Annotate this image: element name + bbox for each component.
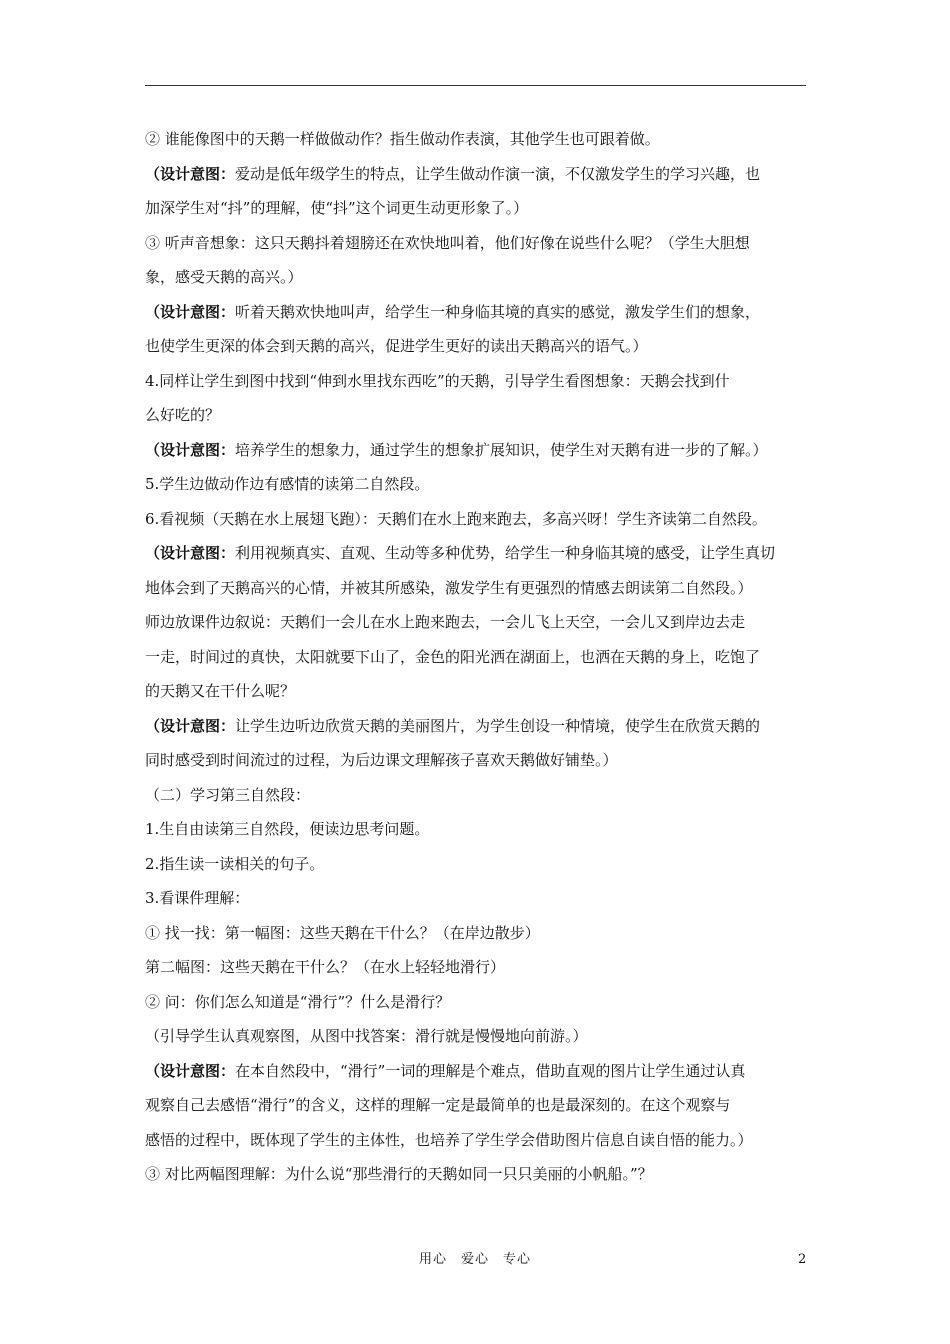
line-text: 加深学生对“抖”的理解，使“抖”这个词更生动更形象了。） bbox=[145, 199, 529, 217]
line-text: 爱动是低年级学生的特点，让学生做动作演一演，不仅激发学生的学习兴趣，也 bbox=[235, 164, 761, 183]
line-text: 3.看课件理解： bbox=[145, 889, 250, 907]
text-line bbox=[145, 398, 817, 433]
text-line bbox=[145, 709, 817, 744]
line-text: （引导学生认真观察图，从图中找答案：滑行就是慢慢地向前游。） bbox=[145, 1027, 588, 1045]
line-text: 在本自然段中，“滑行”一词的理解是个难点，借助直观的图片让学生通过认真 bbox=[235, 1061, 746, 1080]
text-line bbox=[145, 985, 817, 1020]
text-line bbox=[145, 260, 817, 295]
line-text: 5.学生边做动作边有感情的读第二自然段。 bbox=[145, 475, 430, 493]
page-number: 2 bbox=[798, 1252, 807, 1267]
text-line bbox=[145, 743, 817, 778]
line-text: 地体会到了天鹅高兴的心情，并被其所感染，激发学生有更强烈的情感去朗读第二自然段。） bbox=[145, 578, 753, 597]
line-text: 也使学生更深的体会到天鹅的高兴，促进学生更好的读出天鹅高兴的语气。） bbox=[145, 337, 648, 355]
text-line bbox=[145, 881, 817, 916]
line-text: 利用视频真实、直观、生动等多种优势，给学生一种身临其境的感受，让学生真切 bbox=[235, 544, 776, 562]
line-text: 培养学生的想象力，通过学生的想象扩展知识，使学生对天鹅有进一步的了解。） bbox=[235, 440, 768, 459]
line-text: 的天鹅又在干什么呢？ bbox=[145, 682, 296, 700]
line-text: 一走，时间过的真快，太阳就要下山了，金色的阳光洒在湖面上，也洒在天鹅的身上，吃饱了 bbox=[145, 647, 761, 666]
text-line bbox=[145, 1088, 817, 1123]
line-text: ③ 听声音想象：这只天鹅抖着翅膀还在欢快地叫着，他们好像在说些什么呢？（学生大胆想 bbox=[145, 233, 750, 252]
line-text: 感悟的过程中，既体现了学生的主体性，也培养了学生学会借助图片信息自读自悟的能力。） bbox=[145, 1130, 753, 1149]
text-line bbox=[145, 674, 817, 709]
line-text: ② 问：你们怎么知道是“滑行”？什么是滑行？ bbox=[145, 992, 451, 1011]
text-line bbox=[145, 433, 817, 468]
line-text: ③ 对比两幅图理解：为什么说“那些滑行的天鹅如同一只只美丽的小帆船。”？ bbox=[145, 1165, 653, 1183]
text-line bbox=[145, 812, 817, 847]
text-line bbox=[145, 950, 817, 985]
header-rule bbox=[145, 85, 806, 86]
document-body bbox=[145, 122, 817, 1192]
line-text: （二）学习第三自然段： bbox=[145, 785, 311, 804]
text-line bbox=[145, 329, 817, 364]
text-line bbox=[145, 778, 817, 813]
design-intent-label: （设计意图： bbox=[145, 716, 236, 735]
text-line bbox=[145, 226, 817, 261]
text-line bbox=[145, 467, 817, 502]
line-text: 让学生边听边欣赏天鹅的美丽图片，为学生创设一种情境，使学生在欣赏天鹅的 bbox=[235, 716, 761, 735]
text-line bbox=[145, 122, 817, 157]
text-line bbox=[145, 295, 817, 330]
text-line bbox=[145, 1123, 817, 1158]
design-intent-label: （设计意图： bbox=[145, 1061, 236, 1080]
text-line bbox=[145, 536, 817, 571]
line-text: 师边放课件边叙说：天鹅们一会儿在水上跑来跑去，一会儿飞上天空，一会儿又到岸边去走 bbox=[145, 613, 746, 631]
text-line bbox=[145, 571, 817, 606]
line-text: ① 找一找：第一幅图：这些天鹅在干什么？（在岸边散步） bbox=[145, 923, 540, 942]
text-line bbox=[145, 640, 817, 675]
line-text: 第二幅图：这些天鹅在干什么？（在水上轻轻地滑行） bbox=[145, 958, 506, 976]
text-line bbox=[145, 1054, 817, 1089]
line-text: ② 谁能像图中的天鹅一样做做动作？指生做动作表演，其他学生也可跟着做。 bbox=[145, 130, 660, 148]
line-text: 么好吃的？ bbox=[145, 406, 221, 424]
line-text: 听着天鹅欢快地叫声，给学生一种身临其境的真实的感觉，激发学生们的想象， bbox=[235, 302, 761, 321]
design-intent-label: （设计意图： bbox=[145, 440, 236, 459]
footer-motto: 用心 爱心 专心 bbox=[418, 1252, 531, 1267]
text-line bbox=[145, 847, 817, 882]
text-line bbox=[145, 1157, 817, 1192]
design-intent-label: （设计意图： bbox=[145, 302, 236, 321]
text-line bbox=[145, 605, 817, 640]
line-text: 象，感受天鹅的高兴。） bbox=[145, 268, 303, 286]
line-text: 观察自己去感悟“滑行”的含义，这样的理解一定是最简单的也是最深刻的。在这个观察与 bbox=[145, 1096, 731, 1114]
line-text: 2.指生读一读相关的句子。 bbox=[145, 854, 325, 873]
text-line bbox=[145, 191, 817, 226]
line-text: 6.看视频（天鹅在水上展翅飞跑）：天鹅们在水上跑来跑去，多高兴呀！学生齐读第二自然段。 bbox=[145, 509, 767, 528]
line-text: 同时感受到时间流过的过程，为后边课文理解孩子喜欢天鹅做好铺垫。） bbox=[145, 751, 618, 769]
line-text: 4.同样让学生到图中找到“伸到水里找东西吃”的天鹅，引导学生看图想象：天鹅会找到什 bbox=[145, 371, 730, 390]
design-intent-label: （设计意图： bbox=[145, 544, 236, 562]
page-footer bbox=[0, 1250, 950, 1270]
text-line bbox=[145, 502, 817, 537]
text-line bbox=[145, 916, 817, 951]
text-line bbox=[145, 157, 817, 192]
text-line bbox=[145, 364, 817, 399]
text-line bbox=[145, 1019, 817, 1054]
line-text: 1.生自由读第三自然段，便读边思考问题。 bbox=[145, 820, 430, 838]
design-intent-label: （设计意图： bbox=[145, 164, 236, 183]
